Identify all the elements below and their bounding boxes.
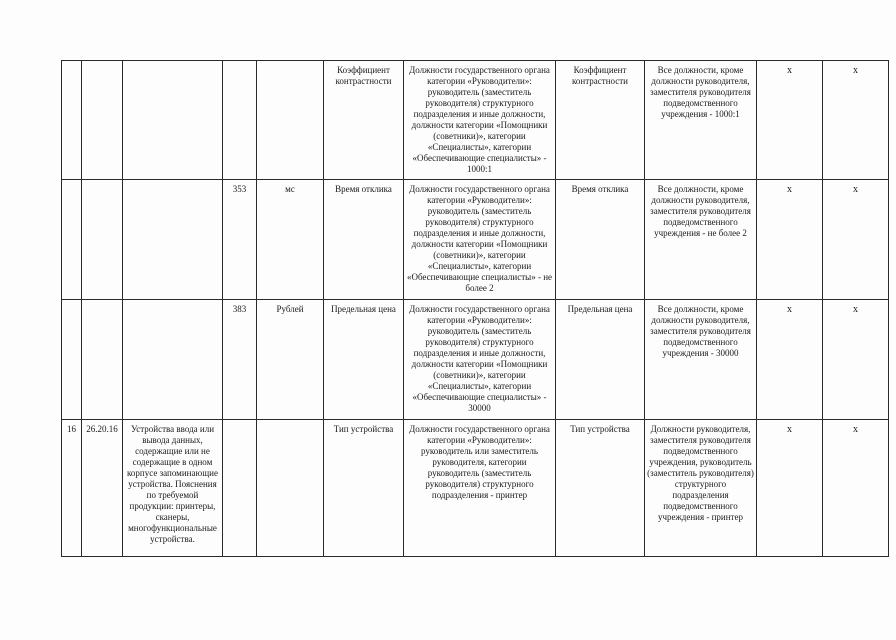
mark-cell: x <box>823 180 889 300</box>
mark-cell: x <box>823 300 889 420</box>
unit <box>257 61 324 180</box>
okpd-code <box>82 180 123 300</box>
product-name <box>123 300 223 420</box>
characteristic: Коэффициент контрастности <box>324 61 404 180</box>
unit: Рублей <box>257 300 324 420</box>
product-name <box>123 61 223 180</box>
specification-table <box>61 60 889 557</box>
mark-cell: x <box>823 61 889 180</box>
okpd-code <box>82 61 123 180</box>
characteristic-value: Должности государственного органа категории «Руководители»: руководитель (заместитель руководителя) структурного подразделения и иные должности, должности категории «Помощники (советники)», категории «Специалисты», категории «Обеспечивающие специалисты» - 30000 <box>404 300 556 420</box>
table-row <box>62 180 889 300</box>
characteristic: Время отклика <box>324 180 404 300</box>
characteristic-value: Должности государственного органа категории «Руководители»: руководитель или заместитель руководителя, категории руководитель (заместитель руководителя) структурного подразделения - принтер <box>404 420 556 557</box>
characteristic: Тип устройства <box>324 420 404 557</box>
row-number: 16 <box>62 420 82 557</box>
characteristic-value-2: Все должности, кроме должности руководителя, заместителя руководителя подведомственного учреждения - 30000 <box>645 300 757 420</box>
unit <box>257 420 324 557</box>
characteristic-2: Коэффициент контрастности <box>556 61 645 180</box>
okpd-code <box>82 300 123 420</box>
table-row <box>62 300 889 420</box>
characteristic-code: 353 <box>223 180 257 300</box>
characteristic-code: 383 <box>223 300 257 420</box>
characteristic-value: Должности государственного органа категории «Руководители»: руководитель (заместитель руководителя) структурного подразделения и иные должности, должности категории «Помощники (советники)», категории «Специалисты», категории «Обеспечивающие специалисты» - не более 2 <box>404 180 556 300</box>
characteristic: Предельная цена <box>324 300 404 420</box>
characteristic-code <box>223 61 257 180</box>
table-row <box>62 61 889 180</box>
characteristic-value-2: Должности руководителя, заместителя руководителя подведомственного учреждения, руководитель (заместитель руководителя) структурного подразделения подведомственного учреждения - принтер <box>645 420 757 557</box>
mark-cell: x <box>757 420 823 557</box>
row-number <box>62 61 82 180</box>
mark-cell: x <box>757 300 823 420</box>
mark-cell: x <box>823 420 889 557</box>
characteristic-code <box>223 420 257 557</box>
characteristic-2: Время отклика <box>556 180 645 300</box>
row-number <box>62 300 82 420</box>
characteristic-2: Предельная цена <box>556 300 645 420</box>
characteristic-value-2: Все должности, кроме должности руководителя, заместителя руководителя подведомственного учреждения - 1000:1 <box>645 61 757 180</box>
product-name: Устройства ввода или вывода данных, содержащие или не содержащие в одном корпусе запоминающие устройства. Пояснения по требуемой продукции: принтеры, сканеры, многофункциональные устройства. <box>123 420 223 557</box>
characteristic-2: Тип устройства <box>556 420 645 557</box>
product-name <box>123 180 223 300</box>
table-row <box>62 420 889 557</box>
characteristic-value: Должности государственного органа категории «Руководители»: руководитель (заместитель руководителя) структурного подразделения и иные должности, должности категории «Помощники (советники)», категории «Специалисты», категории «Обеспечивающие специалисты» - 1000:1 <box>404 61 556 180</box>
mark-cell: x <box>757 180 823 300</box>
characteristic-value-2: Все должности, кроме должности руководителя, заместителя руководителя подведомственного учреждения - не более 2 <box>645 180 757 300</box>
okpd-code: 26.20.16 <box>82 420 123 557</box>
unit: мс <box>257 180 324 300</box>
mark-cell: x <box>757 61 823 180</box>
row-number <box>62 180 82 300</box>
